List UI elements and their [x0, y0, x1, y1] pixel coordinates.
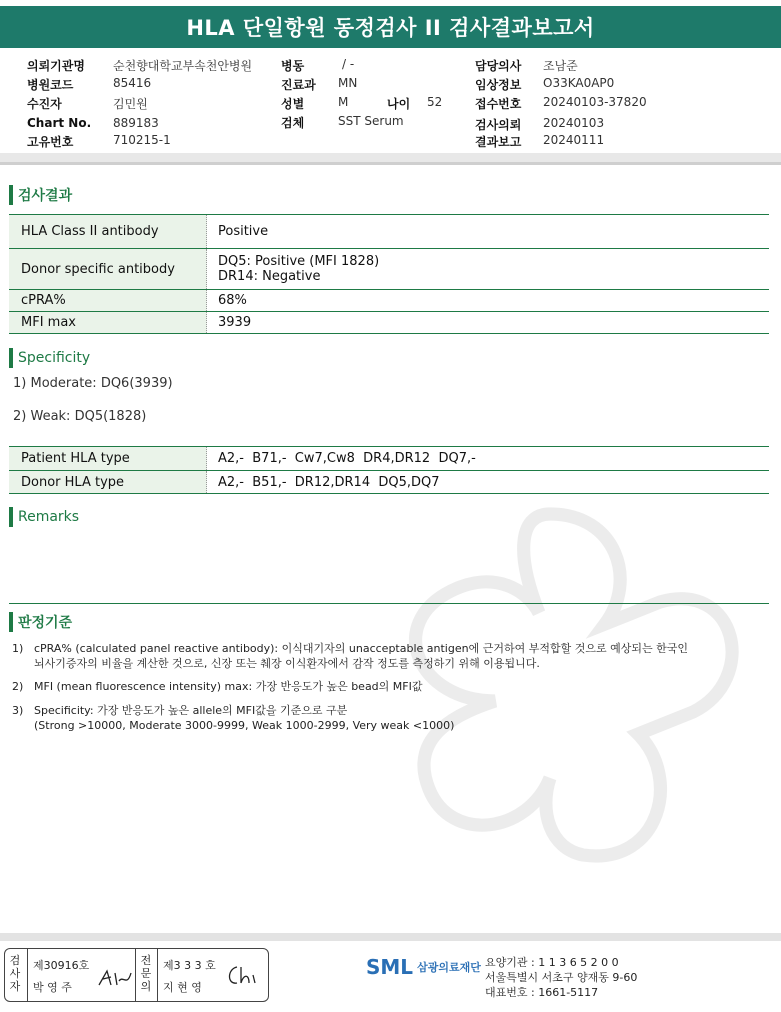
clinical-info-label: 임상정보 — [475, 78, 522, 92]
criteria-line: 뇌사기증자의 비율을 계산한 것으로, 신장 또는 췌장 이식환자에서 감작 정도를 측정하기 위해 이용됩니다. — [34, 657, 540, 670]
doctor-name: 지 현 영 — [163, 981, 202, 994]
request-date-label: 검사의뢰 — [475, 118, 522, 132]
receipt-no-label: 접수번호 — [475, 97, 522, 111]
criteria-num: 2) — [12, 680, 24, 693]
table-row — [9, 249, 769, 290]
section-divider — [9, 603, 769, 604]
criteria-line: (Strong >10000, Moderate 3000-9999, Weak 1000-2999, Very weak <1000) — [34, 719, 455, 732]
specificity-item: 2) Weak: DQ5(1828) — [13, 409, 147, 424]
institution-code: 요양기관 : 1 1 3 6 5 2 0 0 — [485, 956, 619, 969]
report-date-value: 20240111 — [543, 133, 605, 147]
footer-divider — [0, 933, 781, 941]
age-value: 52 — [427, 95, 443, 109]
department-label: 진료과 — [281, 78, 316, 92]
table-row — [9, 312, 769, 334]
row-value: Positive — [218, 224, 269, 239]
institution-label: 의뢰기관명 — [27, 59, 85, 73]
row-label: cPRA% — [9, 290, 207, 311]
divider — [157, 949, 158, 1001]
request-date-value: 20240103 — [543, 116, 605, 130]
patient-label: 수진자 — [27, 97, 62, 111]
row-value: 68% — [218, 293, 247, 308]
physician-label: 담당의사 — [475, 59, 522, 73]
row-label: Donor specific antibody — [9, 249, 207, 289]
row-value: 3939 — [218, 315, 252, 330]
section-marker — [9, 507, 13, 527]
doctor-signature — [225, 963, 261, 989]
criteria-line: Specificity: 가장 반응도가 높은 allele의 MFI값을 기준으로 구분 — [34, 704, 348, 717]
tester-signature — [97, 967, 133, 989]
criteria-item — [12, 703, 454, 733]
criteria-section-title — [9, 612, 72, 632]
specimen-label: 검체 — [281, 116, 305, 130]
ward-value: / - — [342, 57, 355, 71]
criteria-item — [12, 679, 422, 694]
clinical-info-value: O33KA0AP0 — [543, 76, 615, 90]
divider — [135, 949, 136, 1001]
remarks-section-title — [9, 507, 79, 527]
patient-value: 김민원 — [113, 97, 148, 111]
signature-box — [4, 948, 269, 1002]
section-marker — [9, 612, 13, 632]
doctor-label: 전문의 — [140, 954, 152, 993]
results-table — [9, 214, 769, 334]
institution-value: 순천향대학교부속천안병원 — [113, 59, 253, 73]
sex-label: 성별 — [281, 97, 305, 111]
results-title-text: 검사결과 — [18, 188, 73, 204]
patient-header — [0, 55, 781, 155]
unique-id-value: 710215-1 — [113, 133, 171, 147]
receipt-no-value: 20240103-37820 — [543, 95, 647, 109]
row-label: Donor HLA type — [9, 471, 207, 493]
row-value: A2,- B71,- Cw7,Cw8 DR4,DR12 DQ7,- — [218, 451, 476, 466]
results-section-title — [9, 185, 72, 205]
department-value: MN — [338, 76, 358, 90]
doctor-license-no: 제3 3 3 호 — [163, 959, 216, 972]
ward-label: 병동 — [281, 59, 305, 73]
row-label: Patient HLA type — [9, 447, 207, 470]
hospital-code-value: 85416 — [113, 76, 152, 90]
report-title: HLA 단일항원 동정검사 II 검사결과보고서 — [0, 6, 781, 48]
specificity-item: 1) Moderate: DQ6(3939) — [13, 376, 173, 391]
table-row — [9, 290, 769, 312]
unique-id-label: 고유번호 — [27, 135, 74, 149]
chart-no-value: 889183 — [113, 116, 159, 130]
tester-license-no: 제30916호 — [33, 959, 90, 972]
criteria-num: 3) — [12, 704, 24, 717]
row-value: A2,- B51,- DR12,DR14 DQ5,DQ7 — [218, 474, 440, 490]
specificity-title-text: Specificity — [18, 350, 91, 366]
row-label: HLA Class II antibody — [9, 215, 207, 248]
physician-value: 조남준 — [543, 59, 578, 73]
specimen-value: SST Serum — [338, 114, 404, 128]
header-divider-shadow — [0, 162, 781, 165]
chart-no-label: Chart No. — [27, 116, 92, 130]
divider — [27, 949, 28, 1001]
remarks-title-text: Remarks — [18, 509, 80, 525]
address: 서울특별시 서초구 양재동 9-60 — [485, 971, 638, 984]
sml-logo — [366, 955, 481, 979]
row-value: DQ5: Positive (MFI 1828) — [218, 254, 380, 269]
criteria-line: cPRA% (calculated panel reactive antibody): 이식대기자의 unacceptable antigen에 근거하여 부적합할 것으로 예상되는 한국인 — [34, 642, 688, 655]
criteria-item — [12, 641, 688, 671]
criteria-title-text: 판정기준 — [18, 615, 73, 631]
contact-info — [485, 955, 637, 1000]
section-marker — [9, 185, 13, 205]
phone: 대표번호 : 1661-5117 — [485, 986, 599, 999]
row-value-secondary: DR14: Negative — [218, 269, 321, 284]
criteria-line: MFI (mean fluorescence intensity) max: 가장 반응도가 높은 bead의 MFI값 — [34, 680, 423, 693]
hospital-code-label: 병원코드 — [27, 78, 74, 92]
section-marker — [9, 348, 13, 368]
criteria-num: 1) — [12, 642, 24, 655]
sex-value: M — [338, 95, 349, 109]
specificity-section-title — [9, 348, 90, 368]
report-date-label: 결과보고 — [475, 135, 522, 149]
tester-label: 검사자 — [9, 954, 21, 993]
table-row — [9, 471, 769, 494]
hla-type-table — [9, 446, 769, 494]
table-row — [9, 447, 769, 471]
org-name: 삼광의료재단 — [417, 961, 481, 974]
age-label: 나이 — [387, 97, 411, 111]
logo-text: SML — [366, 955, 414, 979]
tester-name: 박 영 주 — [33, 981, 72, 994]
row-label: MFI max — [9, 312, 207, 333]
table-row — [9, 215, 769, 249]
